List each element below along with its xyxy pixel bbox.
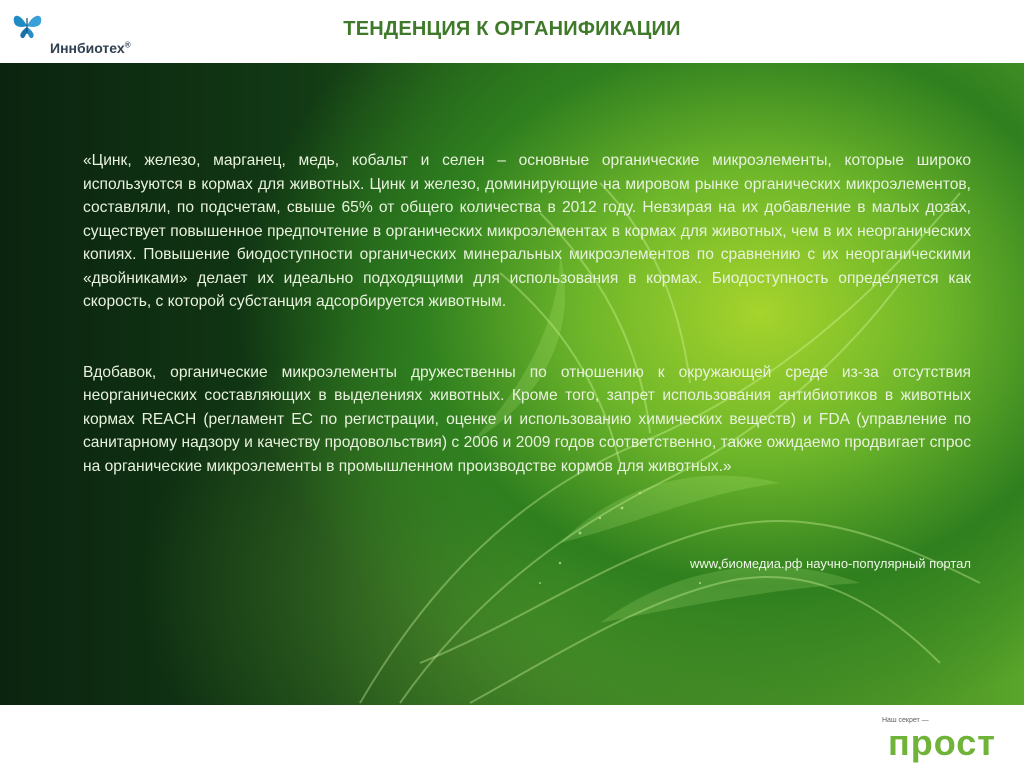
footer <box>0 705 1024 767</box>
logo-name: Иннбиотех <box>50 40 125 56</box>
paragraph-1: «Цинк, железо, марганец, медь, кобальт и селен – основные органические микроэлементы, которые широко используются в кормах для животных. Цинк и железо, доминирующие на мировом рынке органических микроэлементов, составляли, по подсчетам, свыше 65% от общего количества в 2012 году. Невзирая на их добавление в малых дозах, существует повышенное предпочтение в органических микроэлементах в кормах для животных, чем в их неорганических копиях. Повышение биодоступности органических минеральных микроэлементов по сравнению с их неорганическими «двойниками» делает их идеально подходящими для использования в кормах. Биодоступность определяется как скорость, с которой субстанция адсорбируется животным. <box>83 152 971 310</box>
footer-brand-logo <box>880 717 1015 765</box>
footer-tagline: Наш секрет — <box>882 717 929 724</box>
source-citation: www.биомедиа.рф научно-популярный портал <box>690 556 971 571</box>
footer-brand-text: прост <box>888 722 996 763</box>
logo-wordmark <box>50 40 131 56</box>
registered-mark: ® <box>124 40 131 50</box>
main-text <box>83 149 971 478</box>
slide-background <box>0 63 1024 705</box>
header <box>0 0 1024 63</box>
image-credit-watermark <box>1002 67 1004 74</box>
paragraph-2: Вдобавок, органические микроэлементы дружественны по отношению к окружающей среде из-за отсутствия неорганических составляющих в выделениях животных. Кроме того, запрет использования антибиотиков в животных кормах REACH (регламент ЕС по регистрации, оценке и использованию химических веществ) и FDA (управление по санитарному надзору и качеству продовольствия) с 2006 и 2009 годов соответственно, также ожидаемо продвигает спрос на органические микроэлементы в промышленном производстве кормов для животных.» <box>83 363 971 475</box>
page-title: ТЕНДЕНЦИЯ К ОРГАНИФИКАЦИИ <box>343 18 681 40</box>
